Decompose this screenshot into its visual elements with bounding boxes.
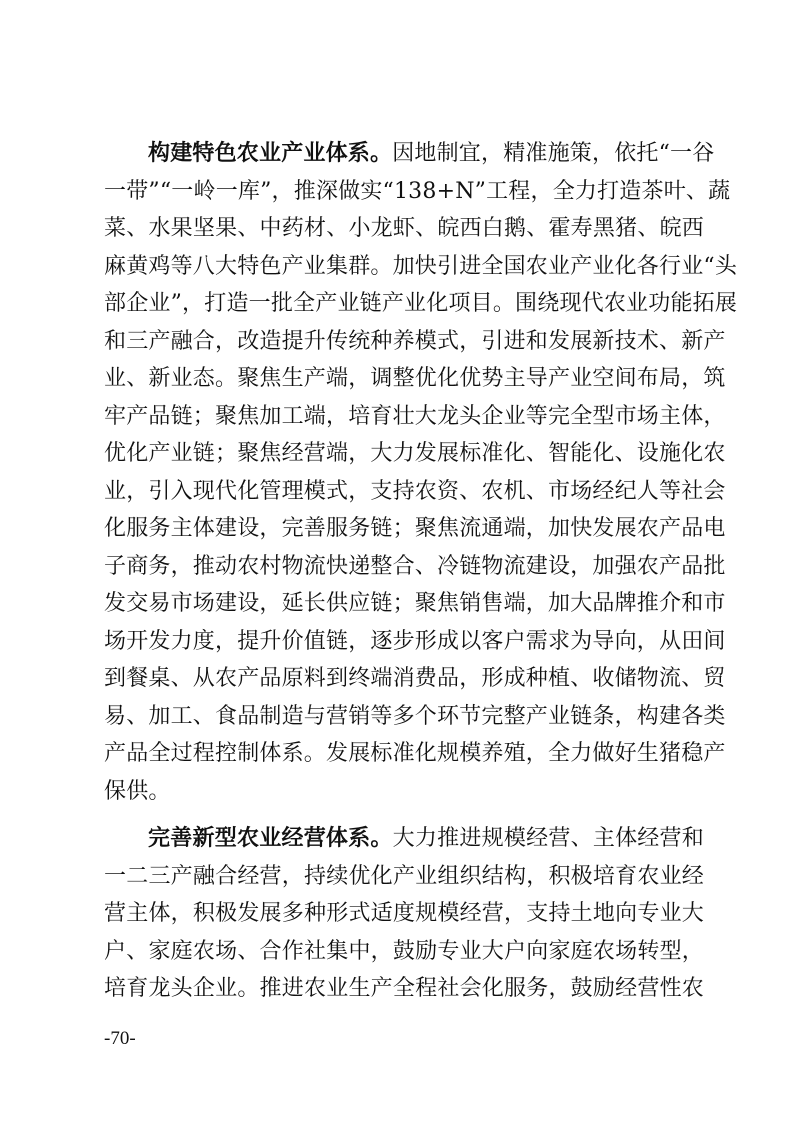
- paragraph-text: 因地制宜，精准施策，依托“一谷: [392, 141, 715, 166]
- paragraph-agricultural-industry-system: [104, 135, 738, 810]
- paragraph-line: 营主体，积极发展多种形式适度规模经营，支持土地向专业大: [104, 901, 704, 926]
- paragraph-line: 化服务主体建设，完善服务链；聚焦流通端，加快发展农产品电: [104, 516, 726, 541]
- paragraph-agricultural-management-system: [104, 820, 704, 1008]
- paragraph-line: 产品全过程控制体系。发展标准化规模养殖，全力做好生猪稳产: [104, 741, 726, 766]
- paragraph-line: 一二三产融合经营，持续优化产业组织结构，积极培育农业经: [104, 863, 704, 889]
- paragraph-line: 菜、水果坚果、中药材、小龙虾、皖西白鹅、霍寿黑猪、皖西: [104, 216, 704, 241]
- paragraph-line: 优化产业链；聚焦经营端，大力发展标准化、智能化、设施化农: [104, 441, 726, 466]
- paragraph-line: 发交易市场建设，延长供应链；聚焦销售端，加大品牌推介和市: [104, 591, 726, 616]
- paragraph-line: 部企业”，打造一批全产业链产业化项目。围绕现代农业功能拓展: [104, 291, 738, 316]
- paragraph-line: 麻黄鸡等八大特色产业集群。加快引进全国农业产业化各行业“头: [104, 253, 738, 279]
- paragraph-line: 业，引入现代化管理模式，支持农资、农机、市场经纪人等社会: [104, 478, 726, 504]
- paragraph-line: 保供。: [104, 778, 171, 804]
- paragraph-line: 牢产品链；聚焦加工端，培育壮大龙头企业等完全型市场主体，: [104, 403, 726, 429]
- paragraph-line: 户、家庭农场、合作社集中，鼓励专业大户向家庭农场转型，: [104, 938, 704, 964]
- document-body: [104, 135, 738, 1008]
- paragraph-line: 业、新业态。聚焦生产端，调整优化优势主导产业空间布局，筑: [104, 366, 726, 391]
- paragraph-text: 大力推进规模经营、主体经营和: [392, 826, 704, 851]
- paragraph-line: 子商务，推动农村物流快递整合、冷链物流建设，加强农产品批: [104, 553, 726, 579]
- paragraph-line: [104, 820, 704, 858]
- paragraph-line: 易、加工、食品制造与营销等多个环节完整产业链条，构建各类: [104, 703, 726, 729]
- paragraph-spacer: [104, 810, 704, 820]
- page-number: -70-: [104, 1028, 136, 1049]
- paragraph-line: [104, 135, 715, 173]
- paragraph-heading: 构建特色农业产业体系。: [148, 140, 393, 166]
- paragraph-heading: 完善新型农业经营体系。: [148, 825, 393, 851]
- paragraph-line: 一带”“一岭一库”，推深做实“138+N”工程，全力打造茶叶、蔬: [104, 178, 731, 204]
- paragraph-line: 培育龙头企业。推进农业生产全程社会化服务，鼓励经营性农: [104, 976, 704, 1001]
- paragraph-line: 和三产融合，改造提升传统种养模式，引进和发展新技术、新产: [104, 328, 726, 354]
- paragraph-line: 到餐桌、从农产品原料到终端消费品，形成种植、收储物流、贸: [104, 666, 726, 691]
- paragraph-line: 场开发力度，提升价值链，逐步形成以客户需求为导向，从田间: [104, 628, 726, 654]
